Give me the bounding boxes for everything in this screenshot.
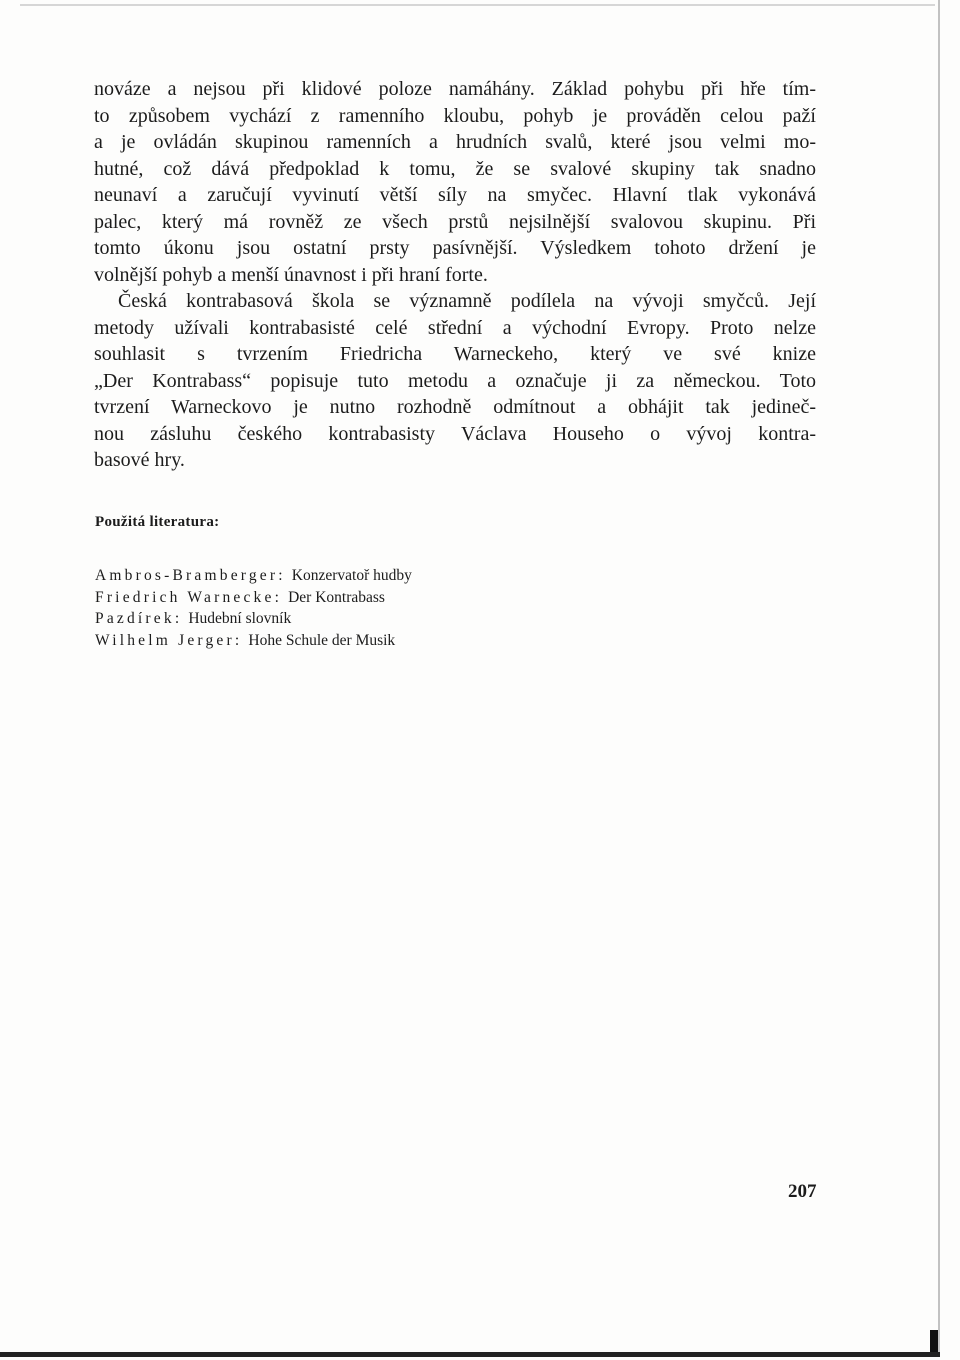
body-line: nováze a nejsou při klidové poloze namáhány. Základ pohybu při hře tím- [94, 78, 816, 100]
body-line: souhlasit s tvrzením Friedricha Warneckeho, který ve své knize [94, 343, 816, 365]
literature-author: Pazdírek: [95, 610, 183, 627]
body-line: basové hry. [94, 449, 185, 471]
page-number: 207 [788, 1181, 817, 1202]
scan-top-edge [20, 4, 935, 6]
literature-item [95, 608, 695, 630]
body-line: palec, který má rovněž ze všech prstů nejsilnější svalovou skupinu. Při [94, 210, 816, 233]
literature-title: Konzervatoř hudby [291, 567, 412, 584]
body-line: hutné, což dává předpoklad k tomu, že se svalové skupiny tak snadno [94, 157, 816, 180]
scan-right-edge [938, 0, 940, 1352]
body-line: nou zásluhu českého kontrabasisty Václava Househo o vývoj kontra- [94, 422, 816, 445]
literature-author: Friedrich Warnecke: [95, 588, 283, 606]
literature-author: Wilhelm Jerger: [95, 631, 243, 649]
literature-title: Hudební slovník [188, 610, 292, 627]
body-line: volnější pohyb a menší únavnost i při hraní forte. [94, 263, 488, 286]
body-line: tomto úkonu jsou ostatní prsty pasívnější. Výsledkem tohoto držení je [94, 237, 816, 259]
body-line: neunaví a zaručují vyvinutí větší síly na smyčec. Hlavní tlak vykonává [94, 184, 816, 206]
body-line: Česká kontrabasová škola se významně podílela na vývoji smyčců. Její [118, 290, 816, 312]
literature-title: Der Kontrabass [288, 588, 385, 606]
scan-corner-mark [930, 1330, 938, 1352]
literature-heading: Použitá literatura: [95, 514, 220, 530]
body-line: a je ovládán skupinou ramenních a hrudních svalů, které jsou velmi mo- [94, 131, 816, 153]
literature-item [95, 630, 695, 652]
body-line: „Der Kontrabass“ popisuje tuto metodu a označuje ji za německou. Toto [94, 369, 816, 392]
literature-item [95, 565, 695, 587]
literature-item [95, 587, 695, 609]
literature-section [95, 514, 695, 651]
literature-title: Hohe Schule der Musik [248, 631, 396, 649]
body-line: metody užívali kontrabasisté celé střední a východní Evropy. Proto nelze [94, 316, 816, 339]
literature-author: Ambros-Bramberger: [95, 567, 286, 584]
body-line: tvrzení Warneckovo je nutno rozhodně odmítnout a obhájit tak jedineč- [94, 396, 816, 418]
body-line: to způsobem vychází z ramenního kloubu, pohyb je prováděn celou paží [94, 104, 816, 127]
scan-bottom-edge [0, 1352, 940, 1357]
body-text [94, 76, 816, 474]
